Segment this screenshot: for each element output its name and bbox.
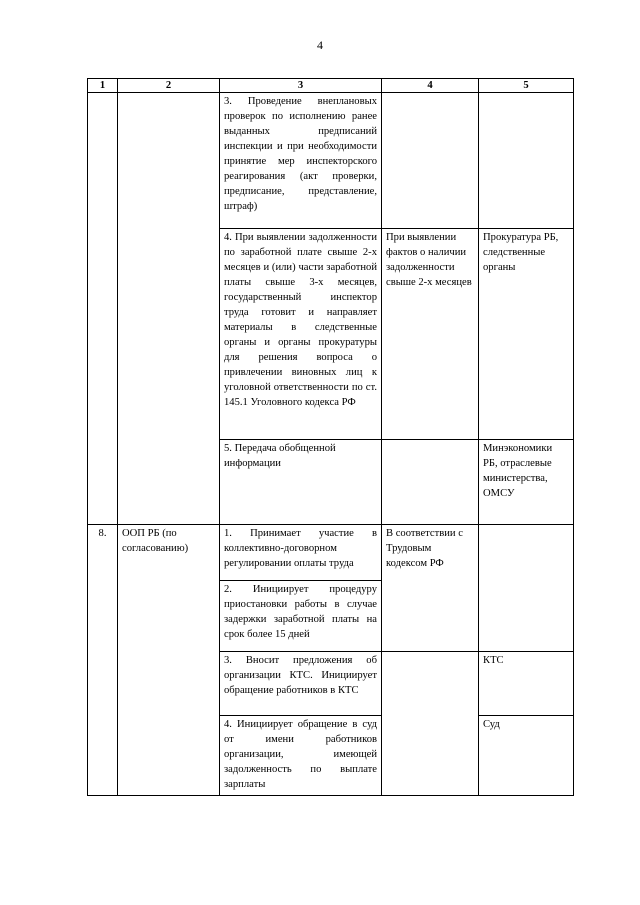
- recipient-cell: КТС: [479, 652, 574, 716]
- recipient-cell: [479, 525, 574, 652]
- term-cell: [382, 93, 479, 229]
- number-cell: 8.: [88, 525, 118, 796]
- term-cell: В соответствии с Трудовым кодексом РФ: [382, 525, 479, 652]
- term-cell: [382, 652, 479, 796]
- table-row: [88, 93, 574, 229]
- recipient-cell: Прокуратура РБ, следственные органы: [479, 229, 574, 440]
- participant-cell: ООП РБ (по согласованию): [118, 525, 220, 796]
- table-row: [88, 525, 574, 581]
- term-cell: При выявлении фактов о наличии задолженности свыше 2-х месяцев: [382, 229, 479, 440]
- table-header-row: [88, 79, 574, 93]
- recipient-cell: Минэкономики РБ, отраслевые министерства, ОМСУ: [479, 440, 574, 525]
- term-cell: [382, 440, 479, 525]
- action-cell: 4. При выявлении задолженности по заработной плате свыше 2-х месяцев и (или) части заработной платы свыше 3-х месяцев, государственный инспектор труда готовит и направляет материалы в следственные органы и органы прокуратуры для решения вопроса о привлечении виновных лиц к уголовной ответственности по ст. 145.1 Уголовного кодекса РФ: [220, 229, 382, 440]
- column-header: 1: [88, 79, 118, 93]
- action-cell: 3. Вносит предложения об организации КТС. Инициирует обращение работников в КТС: [220, 652, 382, 716]
- number-cell: [88, 93, 118, 525]
- recipient-cell: [479, 93, 574, 229]
- action-cell: 4. Инициирует обращение в суд от имени работников организации, имеющей задолженность по выплате зарплаты: [220, 716, 382, 796]
- action-cell: 3. Проведение внеплановых проверок по исполнению ранее выданных предписаний инспекции и при необходимости принятие мер инспекторского реагирования (акт проверки, предписание, представление, штраф): [220, 93, 382, 229]
- measures-table: [87, 78, 574, 796]
- column-header: 4: [382, 79, 479, 93]
- action-cell: 5. Передача обобщенной информации: [220, 440, 382, 525]
- recipient-cell: Суд: [479, 716, 574, 796]
- action-cell: 1. Принимает участие в коллективно-договорном регулировании оплаты труда: [220, 525, 382, 581]
- participant-cell: [118, 93, 220, 525]
- column-header: 5: [479, 79, 574, 93]
- action-cell: 2. Инициирует процедуру приостановки работы в случае задержки заработной платы на срок более 15 дней: [220, 581, 382, 652]
- column-header: 2: [118, 79, 220, 93]
- column-header: 3: [220, 79, 382, 93]
- page-number: 4: [317, 38, 323, 52]
